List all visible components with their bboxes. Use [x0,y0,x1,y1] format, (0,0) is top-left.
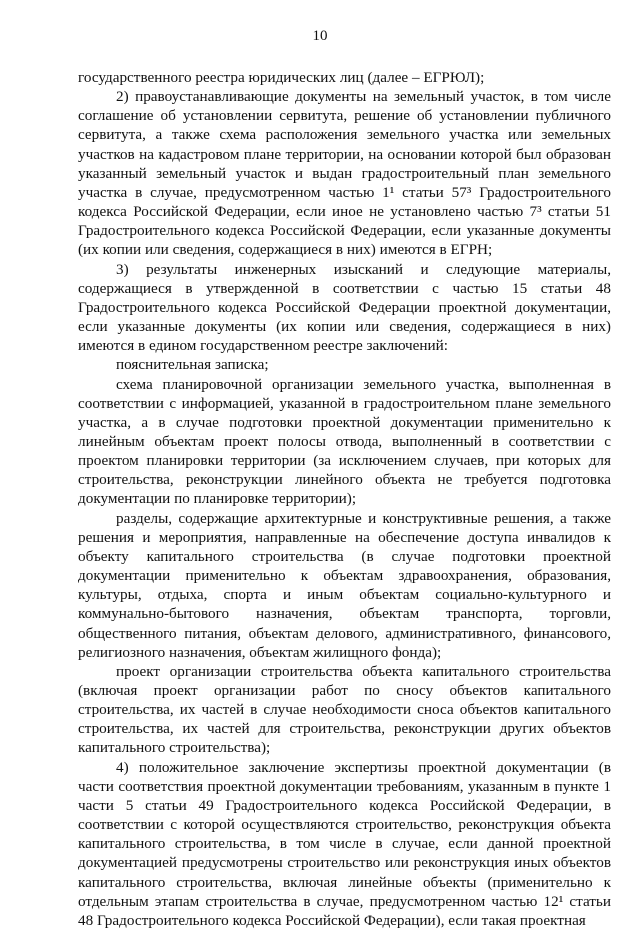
paragraph: государственного реестра юридических лиц (далее – ЕГРЮЛ); [78,69,485,86]
paragraph: разделы, содержащие архитектурные и конструктивные решения, а также решения и мероприятия, направленные на обеспечение доступа инвалидов к объекту капитального строительства (в случае подготовки проектной документации применительно к объектам здравоохранения, образования, культуры, отдыха, спорта и иным объектам социально-культурного и коммунально-бытового назначения, объектам транспорта, торговли, общественного питания, объектам делового, административного, финансового, религиозного назначения, объектам жилищного фонда); [78,509,611,661]
paragraph: схема планировочной организации земельного участка, выполненная в соответствии с информацией, указанной в градостроительном плане земельного участка, а в случае подготовки проектной документации применительно к линейным объектам проект полосы отвода, выполненный в соответствии с проектом планировки территории (за исключением случаев, при которых для строительства, реконструкции линейного объекта не требуется подготовка документации по планировке территории); [78,375,611,508]
paragraph: 3) результаты инженерных изысканий и следующие материалы, содержащиеся в утвержденной в соответствии с частью 15 статьи 48 Градостроительного кодекса Российской Федерации проектной документации, если указанные документы (их копии или сведения, содержащиеся в них) имеются в едином государственном реестре заключений: [78,260,611,355]
page-number: 10 [312,28,328,44]
paragraph: проект организации строительства объекта капитального строительства (включая проект организации работ по сносу объектов капитального строительства, их частей в случае необходимости сноса объектов капитального строительства, их частей для строительства, реконструкции других объектов капитального строительства); [78,662,611,757]
paragraph: пояснительная записка; [116,356,269,374]
paragraph: 4) положительное заключение экспертизы проектной документации (в части соответствия проектной документации требованиям, указанным в пункте 1 части 5 статьи 49 Градостроительного кодекса Российской Федерации, в соответствии с которой осуществляются строительство, реконструкция объекта капитального строительства, в том числе в случае, если данной проектной документацией предусмотрены строительство или реконструкция иных объектов капитального строительства, включая линейные объекты (применительно к отдельным этапам строительства в случае, предусмотренном частью 12¹ статьи 48 Градостроительного кодекса Российской Федерации), если такая проектная [78,758,611,929]
paragraph: 2) правоустанавливающие документы на земельный участок, в том числе соглашение об установлении сервитута, решение об установлении публичного сервитута, а также схема расположения земельного участка или земельных участков на кадастровом плане территории, на основании которой был образован указанный земельный участок и выдан градостроительный план земельного участка в случае, предусмотренном частью 1¹ статьи 57³ Градостроительного кодекса Российской Федерации, если иное не установлено частью 7³ статьи 51 Градостроительного кодекса Российской Федерации, если указанные документы (их копии или сведения, содержащиеся в них) имеются в ЕГРН; [78,88,611,259]
document-body [78,68,611,930]
